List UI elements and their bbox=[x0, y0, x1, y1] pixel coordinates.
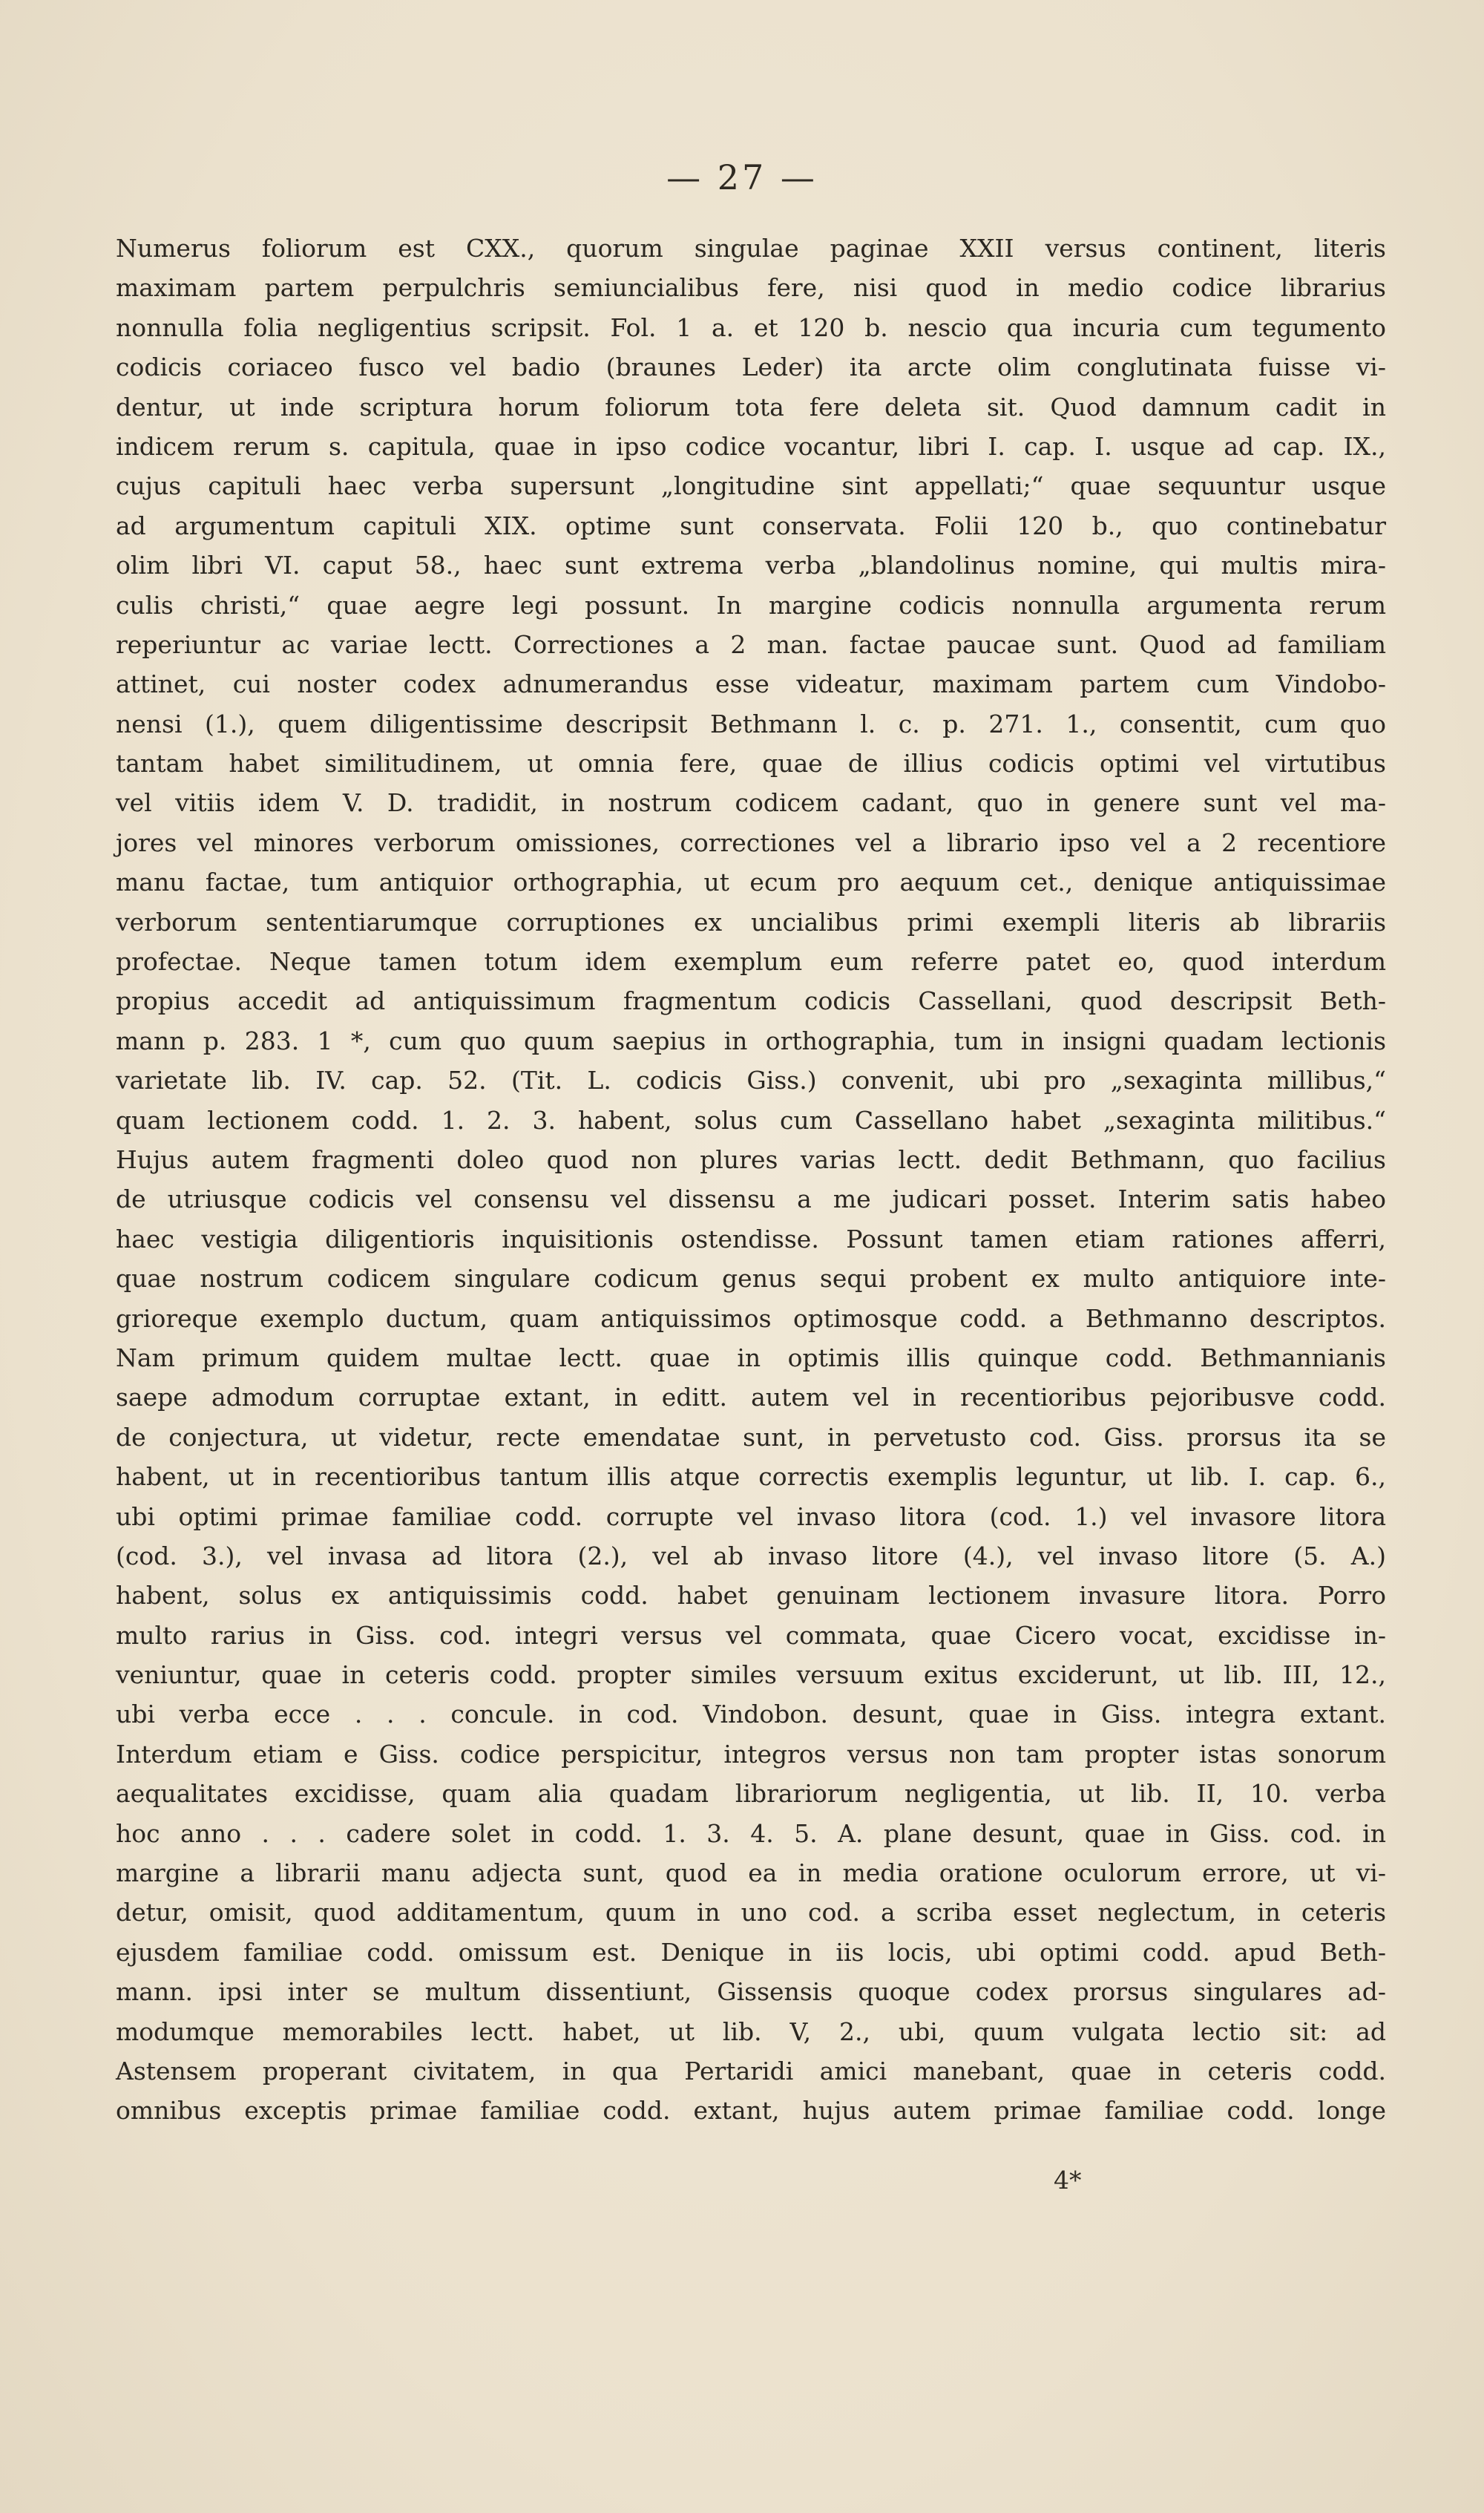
text-line: vel vitiis idem V. D. tradidit, in nostrum codicem cadant, quo in genere sunt vel ma- bbox=[116, 788, 1386, 818]
text-line: quam lectionem codd. 1. 2. 3. habent, solus cum Cassellano habet „sexaginta militibus.“ bbox=[116, 1105, 1386, 1135]
text-line: grioreque exemplo ductum, quam antiquissimos optimosque codd. a Bethmanno descriptos. bbox=[116, 1303, 1386, 1333]
text-line: olim libri VI. caput 58., haec sunt extrema verba „blandolinus nomine, qui multis mira- bbox=[116, 551, 1386, 580]
text-line: veniuntur, quae in ceteris codd. propter similes versuum exitus exciderunt, ut lib. III, 12., bbox=[116, 1660, 1386, 1690]
text-line: margine a librarii manu adjecta sunt, quod ea in media oratione oculorum errore, ut vi- bbox=[116, 1858, 1386, 1888]
text-line: detur, omisit, quod additamentum, quum in uno cod. a scriba esset neglectum, in ceteris bbox=[116, 1898, 1386, 1927]
text-line: multo rarius in Giss. cod. integri versus vel commata, quae Cicero vocat, excidisse in- bbox=[116, 1620, 1386, 1650]
text-line: ejusdem familiae codd. omissum est. Denique in iis locis, ubi optimi codd. apud Beth- bbox=[116, 1937, 1386, 1967]
text-line: varietate lib. IV. cap. 52. (Tit. L. codicis Giss.) convenit, ubi pro „sexaginta millibus,“ bbox=[116, 1066, 1386, 1095]
text-line: verborum sententiarumque corruptiones ex uncialibus primi exempli literis ab librariis bbox=[116, 907, 1386, 937]
body-text bbox=[116, 229, 1386, 2131]
text-line: quae nostrum codicem singulare codicum genus sequi probent ex multo antiquiore inte- bbox=[116, 1264, 1386, 1294]
text-line: habent, ut in recentioribus tantum illis atque correctis exemplis leguntur, ut lib. I. cap. 6., bbox=[116, 1462, 1386, 1492]
text-line: maximam partem perpulchris semiuncialibus fere, nisi quod in medio codice librarius bbox=[116, 273, 1386, 303]
text-line: reperiuntur ac variae lectt. Correctiones a 2 man. factae paucae sunt. Quod ad familiam bbox=[116, 629, 1386, 659]
text-line: profectae. Neque tamen totum idem exemplum eum referre patet eo, quod interdum bbox=[116, 947, 1386, 977]
text-line: ad argumentum capituli XIX. optime sunt conservata. Folii 120 b., quo continebatur bbox=[116, 511, 1386, 540]
text-line: manu factae, tum antiquior orthographia, ut ecum pro aequum cet., denique antiquissimae bbox=[116, 868, 1386, 897]
text-line: ubi optimi primae familiae codd. corrupte vel invaso litora (cod. 1.) vel invasore litora bbox=[116, 1501, 1386, 1531]
text-line: cujus capituli haec verba supersunt „longitudine sint appellati;“ quae sequuntur usque bbox=[116, 471, 1386, 501]
text-line: saepe admodum corruptae extant, in editt. autem vel in recentioribus pejoribusve codd. bbox=[116, 1383, 1386, 1412]
text-line: Hujus autem fragmenti doleo quod non plures varias lectt. dedit Bethmann, quo facilius bbox=[116, 1144, 1386, 1174]
text-line: Interdum etiam e Giss. codice perspicitur, integros versus non tam propter istas sonorum bbox=[116, 1739, 1386, 1769]
text-line: nensi (1.), quem diligentissime descripsit Bethmann l. c. p. 271. 1., consentit, cum quo bbox=[116, 709, 1386, 738]
text-line: propius accedit ad antiquissimum fragmentum codicis Cassellani, quod descripsit Beth- bbox=[116, 986, 1386, 1016]
text-line: aequalitates excidisse, quam alia quadam librariorum negligentia, ut lib. II, 10. verba bbox=[116, 1779, 1386, 1809]
text-line: Numerus foliorum est CXX., quorum singulae paginae XXII versus continent, literis bbox=[116, 234, 1386, 263]
text-line: jores vel minores verborum omissiones, correctiones vel a librario ipso vel a 2 recentiore bbox=[116, 828, 1386, 857]
text-line: codicis coriaceo fusco vel badio (braunes Leder) ita arcte olim conglutinata fuisse vi- bbox=[116, 353, 1386, 382]
text-line: attinet, cui noster codex adnumerandus esse videatur, maximam partem cum Vindobo- bbox=[116, 669, 1386, 699]
text-line: Astensem properant civitatem, in qua Pertaridi amici manebant, quae in ceteris codd. bbox=[116, 2056, 1386, 2086]
text-line: omnibus exceptis primae familiae codd. extant, hujus autem primae familiae codd. longe bbox=[116, 2096, 1386, 2126]
text-line: mann p. 283. 1 *, cum quo quum saepius in orthographia, tum in insigni quadam lectionis bbox=[116, 1026, 1386, 1055]
text-line: de conjectura, ut videtur, recte emendatae sunt, in pervetusto cod. Giss. prorsus ita se bbox=[116, 1422, 1386, 1452]
page-number: — 27 — bbox=[666, 157, 818, 197]
text-line: Nam primum quidem multae lectt. quae in optimis illis quinque codd. Bethmannianis bbox=[116, 1343, 1386, 1372]
text-line: haec vestigia diligentioris inquisitionis ostendisse. Possunt tamen etiam rationes afferri, bbox=[116, 1224, 1386, 1254]
text-line: nonnulla folia negligentius scripsit. Fol. 1 a. et 120 b. nescio qua incuria cum tegumento bbox=[116, 312, 1386, 342]
text-line: dentur, ut inde scriptura horum foliorum tota fere deleta sit. Quod damnum cadit in bbox=[116, 392, 1386, 422]
text-line: de utriusque codicis vel consensu vel dissensu a me judicari posset. Interim satis habeo bbox=[116, 1185, 1386, 1214]
text-line: modumque memorabiles lectt. habet, ut lib. V, 2., ubi, quum vulgata lectio sit: ad bbox=[116, 2016, 1386, 2046]
signature-mark: 4* bbox=[1054, 2166, 1082, 2195]
text-line: hoc anno . . . cadere solet in codd. 1. 3. 4. 5. A. plane desunt, quae in Giss. cod. in bbox=[116, 1818, 1386, 1848]
text-line: mann. ipsi inter se multum dissentiunt, Gissensis quoque codex prorsus singulares ad- bbox=[116, 1977, 1386, 2007]
text-line: culis christi,“ quae aegre legi possunt. In margine codicis nonnulla argumenta rerum bbox=[116, 590, 1386, 620]
text-line: ubi verba ecce . . . concule. in cod. Vindobon. desunt, quae in Giss. integra extant. bbox=[116, 1700, 1386, 1729]
text-line: habent, solus ex antiquissimis codd. habet genuinam lectionem invasure litora. Porro bbox=[116, 1581, 1386, 1611]
text-line: (cod. 3.), vel invasa ad litora (2.), vel ab invaso litore (4.), vel invaso litore (5. A.) bbox=[116, 1541, 1386, 1570]
text-line: tantam habet similitudinem, ut omnia fere, quae de illius codicis optimi vel virtutibus bbox=[116, 749, 1386, 779]
text-line: indicem rerum s. capitula, quae in ipso codice vocantur, libri I. cap. I. usque ad cap. IX., bbox=[116, 431, 1386, 461]
